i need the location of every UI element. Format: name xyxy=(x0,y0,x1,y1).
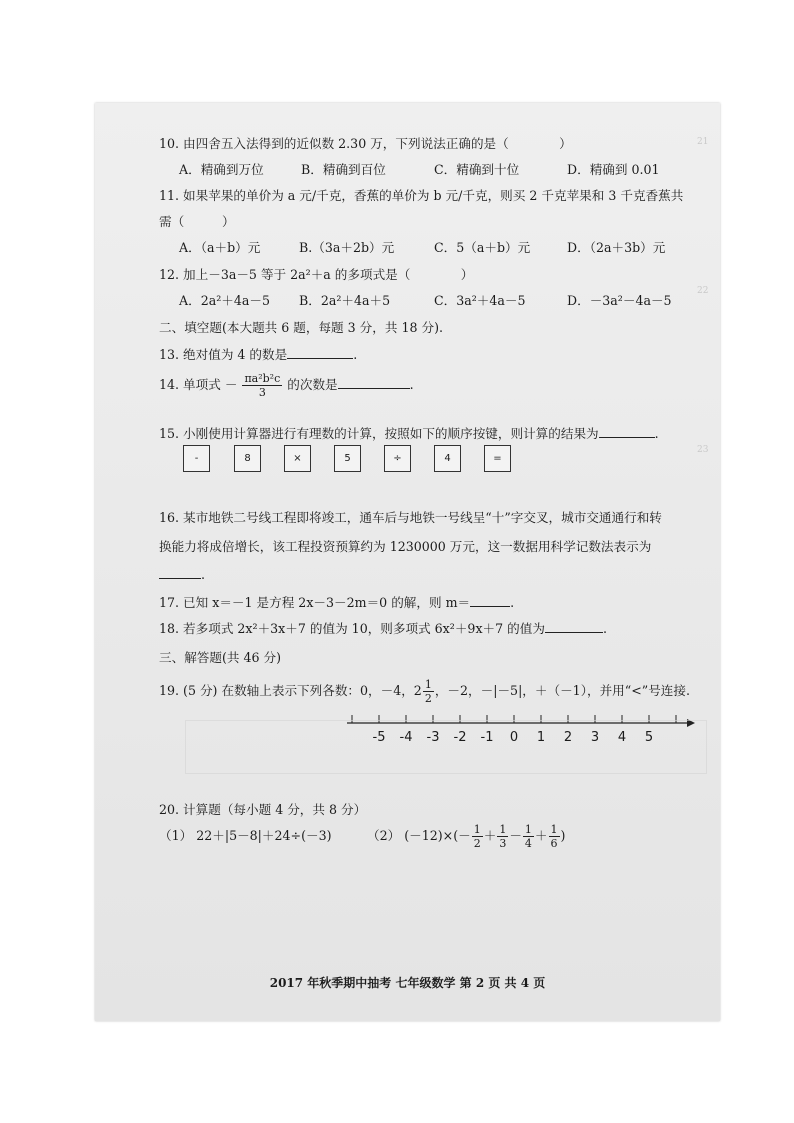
q17-text: 17. 已知 x＝－1 是方程 2x－3－2m＝0 的解，则 m＝ xyxy=(159,595,471,610)
question-16-answer: . xyxy=(159,566,205,583)
answer-blank xyxy=(287,346,353,359)
number-line-tick-label: 3 xyxy=(590,730,600,745)
q11-option-a: A．（a＋b）元 xyxy=(179,240,261,255)
q14-suffix: 的次数是 xyxy=(287,377,338,392)
number-line-tick-label: 2 xyxy=(563,730,573,745)
question-11-stem-cont: 需（ ） xyxy=(159,214,235,229)
denominator: 2 xyxy=(473,837,481,850)
q11-option-b: B.（3a＋2b）元 xyxy=(299,240,395,255)
q19-suffix: ，－2，－|－5|，＋（－1），并用“<”号连接. xyxy=(434,683,690,698)
q12-option-a: A．2a²＋4a－5 xyxy=(179,293,270,308)
q19-denominator: 2 xyxy=(424,692,432,705)
number-line-tick-label: 4 xyxy=(617,730,627,745)
q13-text: 13. 绝对值为 4 的数是 xyxy=(159,347,288,362)
exam-page xyxy=(95,103,720,1021)
q18-text: 18. 若多项式 2x²＋3x＋7 的值为 10，则多项式 6x²＋9x＋7 的值为 xyxy=(159,621,545,636)
answer-blank xyxy=(159,566,201,579)
fraction xyxy=(472,823,483,850)
calc-key-4: 4 xyxy=(434,445,461,472)
numerator: 1 xyxy=(473,823,481,836)
number-line-tick-label: 1 xyxy=(536,730,546,745)
q19-mixed-fraction xyxy=(423,678,434,705)
fraction xyxy=(523,823,534,850)
number-line-tick-label: -2 xyxy=(453,730,467,745)
fraction xyxy=(549,823,560,850)
q20-part-2-prefix: （2） (－12)×(－ xyxy=(367,828,471,843)
q20-part-1: （1） 22＋|5－8|＋24÷(－3) xyxy=(159,828,332,843)
question-16-line2: 换能力将成倍增长，该工程投资预算约为 1230000 万元，这一数据用科学记数法表示为 xyxy=(159,539,652,554)
bleed-text: 22 xyxy=(697,286,709,296)
q20-part-2-suffix: ) xyxy=(560,828,566,843)
denominator: 3 xyxy=(499,837,507,850)
question-15: 15. 小刚使用计算器进行有理数的计算，按照如下的顺序按键，则计算的结果为 . xyxy=(159,426,659,441)
calc-key-5: 5 xyxy=(334,445,361,472)
section-3-heading: 三、解答题(共 46 分) xyxy=(159,650,282,665)
question-10-stem: 10. 由四舍五入法得到的近似数 2.30 万，下列说法正确的是（ ） xyxy=(159,136,572,151)
numerator: 1 xyxy=(499,823,507,836)
operator: － xyxy=(509,828,522,843)
number-line-tick-label: -4 xyxy=(399,730,413,745)
question-16-line1: 16. 某市地铁二号线工程即将竣工，通车后与地铁一号线呈“十”字交叉，城市交通通行和转 xyxy=(159,510,662,525)
question-12-stem: 12. 加上－3a－5 等于 2a²＋a 的多项式是（ ） xyxy=(159,267,474,282)
q10-option-c: C．精确到十位 xyxy=(434,162,520,177)
operator: ＋ xyxy=(534,828,548,843)
question-14: 14. 单项式 － $\frac{\text{πa²b²c}}{3}$ 的次数是 . xyxy=(159,372,414,399)
q12-option-c: C．3a²＋4a－5 xyxy=(434,293,526,308)
number-line-tick-label: -3 xyxy=(426,730,440,745)
page-footer: 2017 年秋季期中抽考 七年级数学 第 2 页 共 4 页 xyxy=(269,976,546,990)
section-2-heading: 二、填空题(本大题共 6 题，每题 3 分，共 18 分). xyxy=(159,320,443,335)
operator: ＋ xyxy=(483,828,497,843)
numerator: 1 xyxy=(550,823,558,836)
calc-key-8: 8 xyxy=(234,445,261,472)
question-13 xyxy=(159,346,357,363)
q14-numerator: πa²b²c xyxy=(244,372,281,385)
number-line-tick-label: -1 xyxy=(480,730,494,745)
question-20-stem: 20. 计算题（每小题 4 分，共 8 分） xyxy=(159,802,367,817)
calc-key-times: × xyxy=(284,445,311,472)
bleed-table xyxy=(185,720,707,774)
fraction xyxy=(497,823,508,850)
q11-option-c: C．5（a＋b）元 xyxy=(434,240,531,255)
number-line-tick-label: -5 xyxy=(372,730,386,745)
answer-blank xyxy=(599,425,655,438)
question-11-stem: 11. 如果苹果的单价为 a 元/千克，香蕉的单价为 b 元/千克，则买 2 千克苹果和 3 千克香蕉共 xyxy=(159,188,684,203)
q10-option-d: D．精确到 0.01 xyxy=(567,162,660,177)
question-17: 17. 已知 x＝－1 是方程 2x－3－2m＝0 的解，则 m＝ . xyxy=(159,595,515,610)
q11-option-d: D．（2a＋3b）元 xyxy=(567,240,666,255)
answer-blank xyxy=(338,376,410,389)
q13-period: . xyxy=(353,347,358,362)
calc-key-divide: ÷ xyxy=(384,445,411,472)
answer-blank xyxy=(545,620,603,633)
numerator: 1 xyxy=(524,823,532,836)
denominator: 6 xyxy=(550,837,558,850)
q14-prefix: 14. 单项式 － xyxy=(159,377,238,392)
question-18: 18. 若多项式 2x²＋3x＋7 的值为 10，则多项式 6x²＋9x＋7 的值为 . xyxy=(159,621,607,636)
q14-denominator: 3 xyxy=(258,386,266,399)
q10-option-b: B．精确到百位 xyxy=(301,162,386,177)
q12-option-b: B．2a²＋4a＋5 xyxy=(299,293,391,308)
q15-text: 15. 小刚使用计算器进行有理数的计算，按照如下的顺序按键，则计算的结果为 xyxy=(159,426,599,441)
denominator: 4 xyxy=(524,837,532,850)
q20-part-2 xyxy=(367,819,565,853)
q12-option-d: D．－3a²－4a－5 xyxy=(567,293,672,308)
number-line-tick-label: 0 xyxy=(509,730,519,745)
number-line-tick-label: 5 xyxy=(644,730,654,745)
q19-prefix: 19. (5 分) 在数轴上表示下列各数：0，－4，2 xyxy=(159,683,422,698)
q10-option-a: A．精确到万位 xyxy=(179,162,264,177)
bleed-text: 21 xyxy=(697,137,709,147)
bleed-text: 23 xyxy=(697,445,709,455)
q19-numerator: 1 xyxy=(424,678,432,691)
q14-fraction xyxy=(242,372,282,399)
answer-blank xyxy=(470,594,510,607)
calc-key-minus: - xyxy=(183,445,210,472)
calc-key-equals: = xyxy=(484,445,511,472)
